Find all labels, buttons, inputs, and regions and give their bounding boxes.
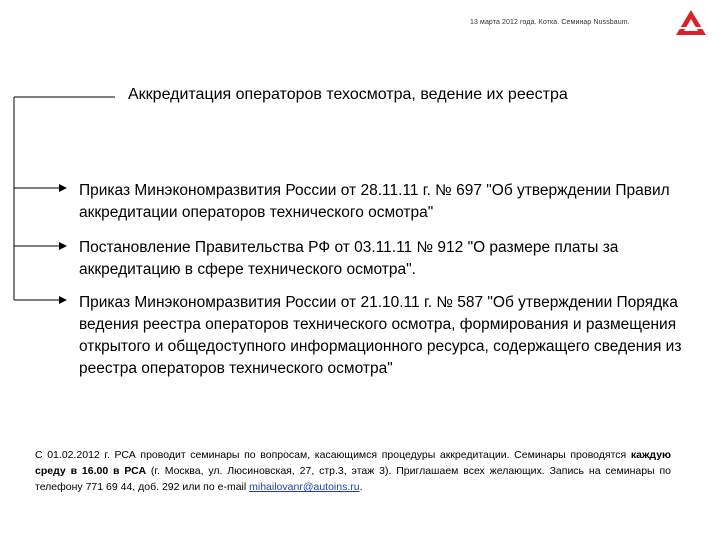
note-bold-schedule: каждую среду в 16.00 в РСА (35, 449, 671, 477)
list-item: Приказ Минэкономразвития России от 28.11.11 г. № 697 "Об утверждении Правил аккредитации операторов технического осмотра" (79, 182, 670, 221)
page-title: Аккредитация операторов техосмотра, ведение их реестра (128, 86, 568, 103)
header-caption: 13 марта 2012 года. Котка. Семинар Nussbaum. (470, 19, 630, 26)
email-link[interactable]: mihailovanr@autoins.ru (249, 481, 360, 493)
seminar-note (35, 447, 671, 495)
note-text: (г. Москва, ул. Люсиновская, 27, стр.3, этаж 3). Приглашаем всех желающих. Запись на семинары по телефону 771 69 44, доб. 292 или по e-mail (35, 465, 671, 493)
note-text: . (359, 481, 363, 493)
note-text: С 01.02.2012 г. РСА проводит семинары по вопросам, касающимся процедуры аккредитации. Семинары проводятся (35, 449, 631, 461)
list-item: Приказ Минэкономразвития России от 21.10.11 г. № 587 "Об утверждении Порядка ведения реестра операторов технического осмотра, формирования и размещения открытого и общедоступного информационного ресурса, содержащего сведения из реестра операторов технического осмотра" (79, 294, 682, 377)
list-item: Постановление Правительства РФ от 03.11.11 № 912 "О размере платы за аккредитацию в сфере технического осмотра". (79, 239, 619, 278)
